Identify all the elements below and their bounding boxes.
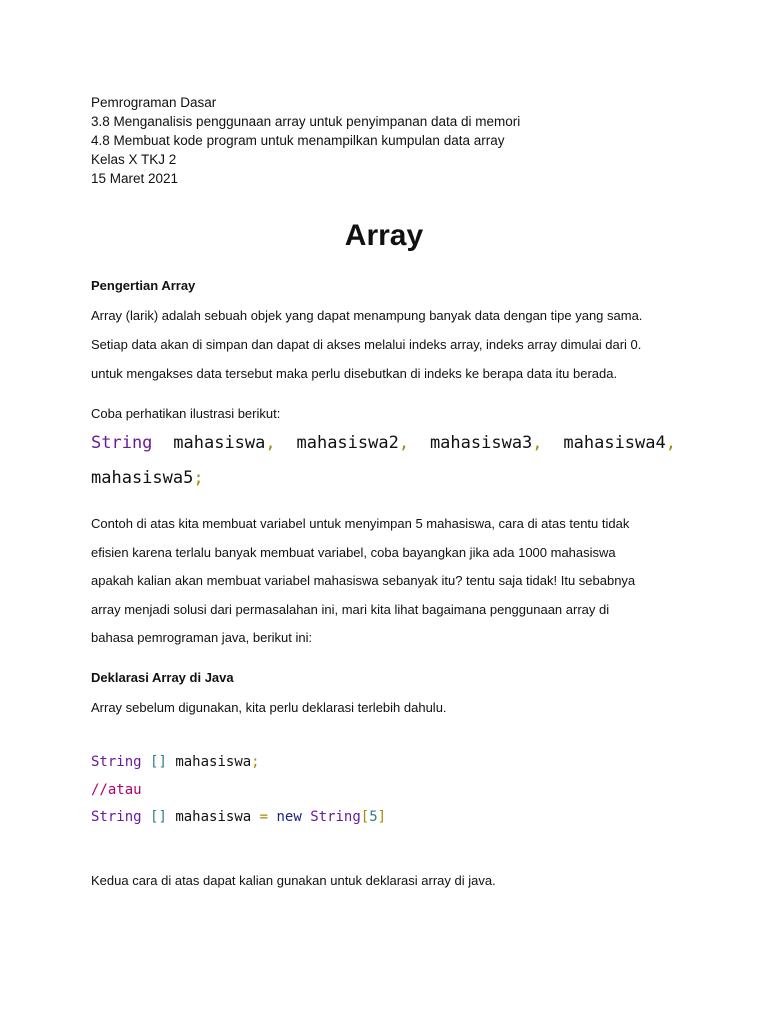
paragraph-line: Array (larik) adalah sebuah objek yang dapat menampung banyak data dengan tipe yang sama.	[91, 308, 643, 323]
code-line-variables	[91, 433, 676, 453]
section-heading-pengertian: Pengertian Array	[91, 278, 196, 293]
code-line-variables-cont	[91, 468, 204, 488]
paragraph-line: Setiap data akan di simpan dan dapat di akses melalui indeks array, indeks array dimulai dari 0.	[91, 337, 642, 352]
page-title: Array	[344, 219, 424, 252]
paragraph-line: Array sebelum digunakan, kita perlu deklarasi terlebih dahulu.	[91, 700, 447, 715]
code-brackets: []	[150, 809, 167, 825]
paragraph-line: apakah kalian akan membuat variabel mahasiswa sebanyak itu? tentu saja tidak! Itu sebabnya	[91, 573, 636, 588]
code-operator: =	[259, 809, 269, 825]
class-name: Kelas X TKJ 2	[91, 152, 177, 167]
code-identifier: mahasiswa	[175, 754, 252, 770]
code-identifier: mahasiswa5	[91, 468, 194, 488]
closing-line: Kedua cara di atas dapat kalian gunakan untuk deklarasi array di java.	[91, 873, 496, 888]
code-brackets: []	[150, 754, 167, 770]
code-punctuation: ,	[265, 433, 276, 453]
code-identifier: mahasiswa4	[563, 433, 666, 453]
code-token	[430, 433, 543, 453]
code-keyword: String	[91, 809, 142, 825]
code-token	[91, 433, 152, 453]
code-punctuation: ,	[398, 433, 410, 453]
code-keyword: String	[310, 809, 361, 825]
code-punctuation: ;	[251, 754, 260, 770]
code-identifier: mahasiswa2	[296, 433, 399, 453]
code-token	[296, 433, 409, 453]
code-line-declaration-2	[91, 809, 386, 825]
competency-1: 3.8 Menganalisis penggunaan array untuk penyimpanan data di memori	[91, 114, 521, 129]
code-token	[173, 433, 275, 453]
paragraph-line: Contoh di atas kita membuat variabel untuk menyimpan 5 mahasiswa, cara di atas tentu tidak	[91, 516, 630, 531]
code-identifier: mahasiswa3	[429, 433, 533, 453]
competency-2: 4.8 Membuat kode program untuk menampilkan kumpulan data array	[91, 133, 505, 148]
code-number: 5	[369, 809, 378, 825]
course-name: Pemrograman Dasar	[91, 95, 217, 110]
illustration-intro: Coba perhatikan ilustrasi berikut:	[91, 406, 281, 421]
code-punctuation: ,	[532, 433, 543, 453]
section-heading-deklarasi: Deklarasi Array di Java	[91, 670, 234, 685]
paragraph-line: efisien karena terlalu banyak membuat variabel, coba bayangkan jika ada 1000 mahasiswa	[91, 545, 616, 560]
code-punctuation: ;	[193, 468, 204, 488]
code-new-keyword: new	[276, 809, 302, 825]
code-keyword: String	[91, 433, 153, 453]
date: 15 Maret 2021	[91, 171, 179, 186]
code-token	[563, 433, 676, 453]
code-line-declaration-1	[91, 754, 260, 770]
code-identifier: mahasiswa	[175, 809, 252, 825]
code-bracket: [	[360, 809, 370, 825]
code-punctuation: ,	[665, 433, 676, 453]
code-identifier: mahasiswa	[173, 433, 266, 453]
code-keyword: String	[91, 754, 142, 770]
code-bracket: ]	[377, 809, 387, 825]
paragraph-line: bahasa pemrograman java, berikut ini:	[91, 630, 313, 645]
code-comment: //atau	[91, 782, 142, 798]
paragraph-line: array menjadi solusi dari permasalahan ini, mari kita lihat bagaimana penggunaan array di	[91, 602, 610, 617]
paragraph-line: untuk mengakses data tersebut maka perlu disebutkan di indeks ke berapa data itu berada.	[91, 366, 618, 381]
